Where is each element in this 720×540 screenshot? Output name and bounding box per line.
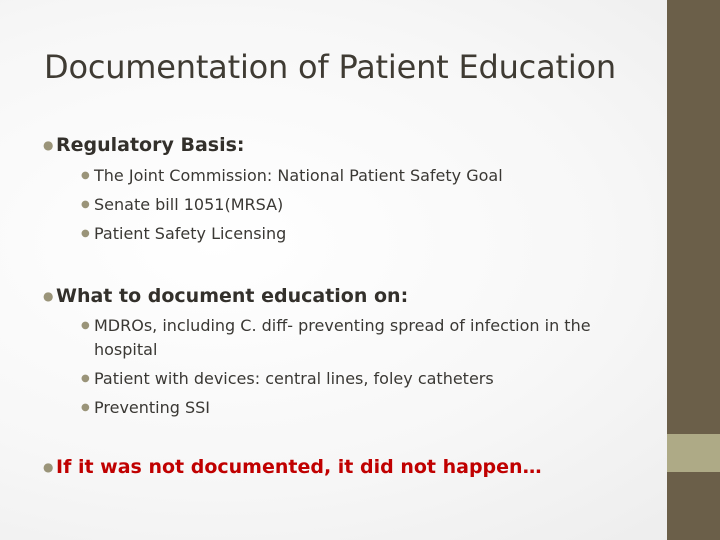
bullet-dot-icon: ● xyxy=(81,228,90,239)
list-item xyxy=(81,396,639,420)
list-item-label: MDROs, including C. diff- preventing spread of infection in the hospital xyxy=(94,316,591,359)
bullet-dot-icon: ● xyxy=(43,460,54,474)
list-item xyxy=(81,222,639,246)
list-item-label: The Joint Commission: National Patient Safety Goal xyxy=(94,166,503,185)
list-item xyxy=(81,314,639,362)
section-heading-label: What to document education on: xyxy=(56,285,409,307)
closing-statement xyxy=(43,455,646,480)
section-heading-label: Regulatory Basis: xyxy=(56,134,245,156)
list-item xyxy=(81,367,639,391)
bullet-dot-icon: ● xyxy=(43,138,54,152)
section-heading-what-to-document xyxy=(43,284,646,309)
sidebar-accent-band xyxy=(667,434,720,472)
list-item-label: Senate bill 1051(MRSA) xyxy=(94,195,284,214)
slide-title: Documentation of Patient Education xyxy=(44,48,616,86)
bullet-dot-icon: ● xyxy=(81,402,90,413)
bullet-dot-icon: ● xyxy=(81,373,90,384)
bullet-dot-icon: ● xyxy=(81,170,90,181)
list-item-label: Patient with devices: central lines, foley catheters xyxy=(94,369,494,388)
list-item-label: Patient Safety Licensing xyxy=(94,224,287,243)
list-item xyxy=(81,193,639,217)
bullet-dot-icon: ● xyxy=(81,199,90,210)
bullet-dot-icon: ● xyxy=(81,320,90,331)
section-heading-regulatory-basis xyxy=(43,133,646,158)
list-item-label: Preventing SSI xyxy=(94,398,211,417)
bullet-dot-icon: ● xyxy=(43,289,54,303)
closing-statement-label: If it was not documented, it did not happen… xyxy=(56,456,542,478)
list-item xyxy=(81,164,639,188)
